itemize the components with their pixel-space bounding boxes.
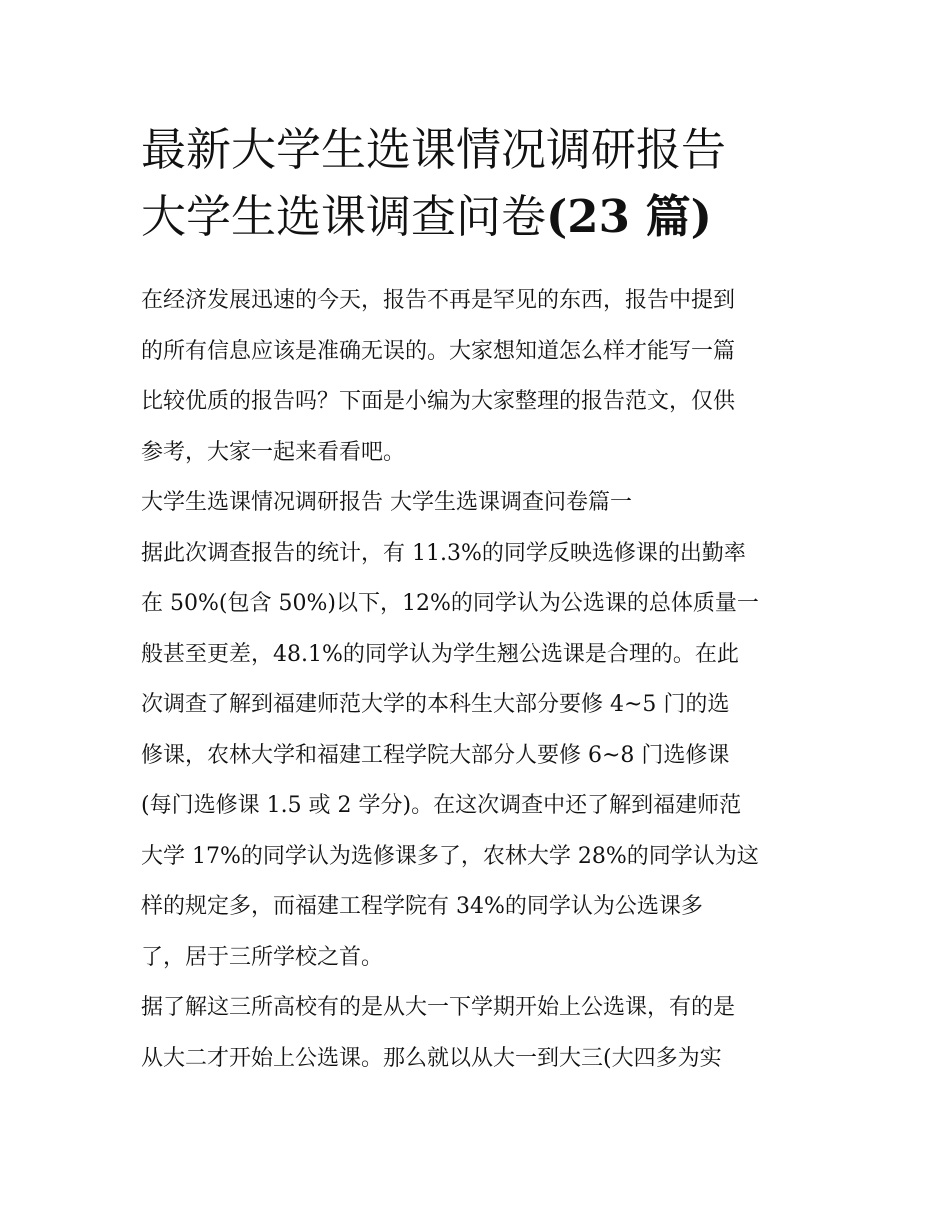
title-line-1: 最新大学生选课情况调研报告 bbox=[141, 123, 727, 176]
document-title bbox=[141, 116, 831, 250]
body-line: 据此次调查报告的统计，有 11.3%的同学反映选修课的出勤率 bbox=[141, 540, 746, 566]
title-line-2-suffix: (23 篇) bbox=[546, 190, 712, 243]
section-heading: 大学生选课情况调研报告 大学生选课调查问卷篇一 bbox=[141, 490, 632, 515]
body-line: 从大二才开始上公选课。那么就以从大一到大三(大四多为实 bbox=[141, 1045, 722, 1071]
body-line: 大学 17%的同学认为选修课多了，农林大学 28%的同学认为这 bbox=[141, 843, 759, 869]
body-line: 般甚至更差，48.1%的同学认为学生翘公选课是合理的。在此 bbox=[141, 641, 739, 667]
title-line-2 bbox=[141, 183, 831, 250]
body-line: 次调查了解到福建师范大学的本科生大部分要修 4~5 门的选 bbox=[141, 692, 730, 717]
body-line: 了，居于三所学校之首。 bbox=[141, 944, 384, 970]
body-line: 的所有信息应该是准确无误的。大家想知道怎么样才能写一篇 bbox=[141, 338, 736, 364]
body-line: 在 50%(包含 50%)以下，12%的同学认为公选课的总体质量一 bbox=[141, 591, 759, 616]
document-body bbox=[141, 276, 821, 1084]
title-line-2-prefix: 大学生选课调查问卷 bbox=[141, 190, 547, 243]
body-line: 据了解这三所高校有的是从大一下学期开始上公选课，有的是 bbox=[141, 995, 736, 1020]
body-line: 参考，大家一起来看看吧。 bbox=[141, 439, 406, 465]
body-line: 在经济发展迅速的今天，报告不再是罕见的东西，报告中提到 bbox=[141, 288, 736, 313]
body-line: 样的规定多，而福建工程学院有 34%的同学认为公选课多 bbox=[141, 894, 703, 919]
body-line: 比较优质的报告吗？下面是小编为大家整理的报告范文，仅供 bbox=[141, 389, 736, 414]
body-line: 修课，农林大学和福建工程学院大部分人要修 6~8 门选修课 bbox=[141, 742, 730, 768]
body-line: (每门选修课 1.5 或 2 学分)。在这次调查中还了解到福建师范 bbox=[141, 793, 742, 818]
